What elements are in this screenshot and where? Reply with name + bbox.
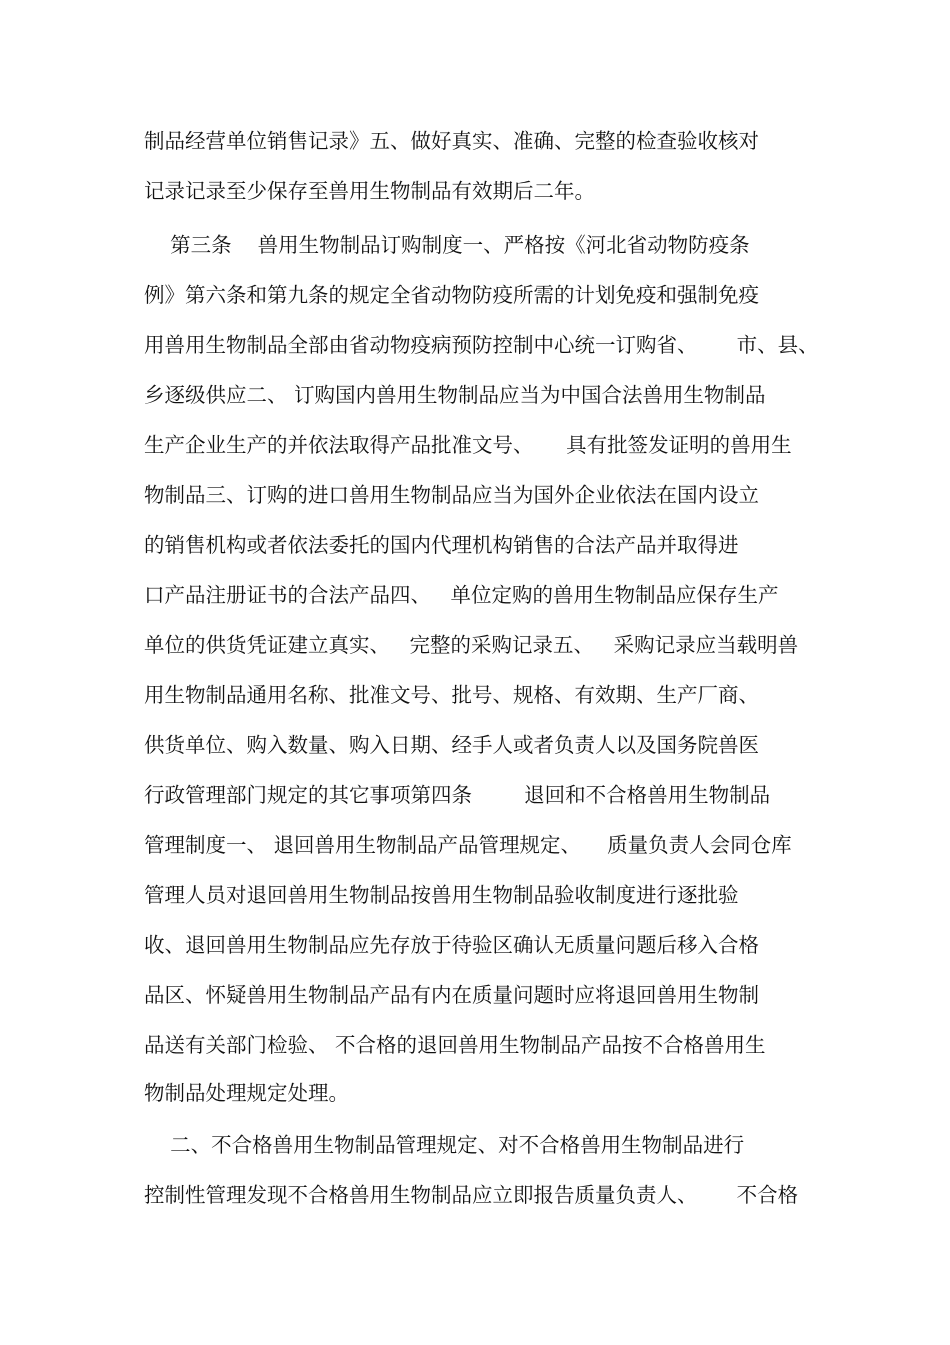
text-line: 制品经营单位销售记录》五、做好真实、准确、完整的检查验收核对	[144, 129, 759, 153]
text-line: 行政管理部门规定的其它事项第四条 退回和不合格兽用生物制品	[144, 783, 771, 807]
text-line: 品区、怀疑兽用生物制品产品有内在质量问题时应将退回兽用生物制	[144, 983, 759, 1007]
text-line: 管理人员对退回兽用生物制品按兽用生物制品验收制度进行逐批验	[144, 883, 739, 907]
text-line: 记录记录至少保存至兽用生物制品有效期后二年。	[144, 179, 595, 203]
text-line: 口产品注册证书的合法产品四、 单位定购的兽用生物制品应保存生产	[144, 583, 779, 607]
text-line: 物制品三、订购的进口兽用生物制品应当为国外企业依法在国内设立	[144, 483, 759, 507]
text-line: 收、退回兽用生物制品应先存放于待验区确认无质量问题后移入合格	[144, 933, 759, 957]
text-line: 用生物制品通用名称、批准文号、批号、规格、有效期、生产厂商、	[144, 683, 759, 707]
text-line: 二、不合格兽用生物制品管理规定、对不合格兽用生物制品进行	[144, 1133, 745, 1157]
text-line: 的销售机构或者依法委托的国内代理机构销售的合法产品并取得进	[144, 533, 739, 557]
text-line: 单位的供货凭证建立真实、 完整的采购记录五、 采购记录应当载明兽	[144, 633, 799, 657]
text-line: 控制性管理发现不合格兽用生物制品应立即报告质量负责人、 不合格	[144, 1183, 799, 1207]
text-line: 用兽用生物制品全部由省动物疫病预防控制中心统一订购省、 市、县、	[144, 333, 819, 357]
text-line: 例》第六条和第九条的规定全省动物防疫所需的计划免疫和强制免疫	[144, 283, 759, 307]
text-line: 第三条 兽用生物制品订购制度一、严格按《河北省动物防疫条	[144, 233, 750, 257]
text-line: 供货单位、购入数量、购入日期、经手人或者负责人以及国务院兽医	[144, 733, 759, 757]
text-line: 物制品处理规定处理。	[144, 1081, 349, 1105]
text-line: 品送有关部门检验、 不合格的退回兽用生物制品产品按不合格兽用生	[144, 1033, 766, 1057]
text-line: 生产企业生产的并依法取得产品批准文号、 具有批签发证明的兽用生	[144, 433, 792, 457]
text-line: 管理制度一、 退回兽用生物制品产品管理规定、 质量负责人会同仓库	[144, 833, 792, 857]
text-line: 乡逐级供应二、 订购国内兽用生物制品应当为中国合法兽用生物制品	[144, 383, 766, 407]
